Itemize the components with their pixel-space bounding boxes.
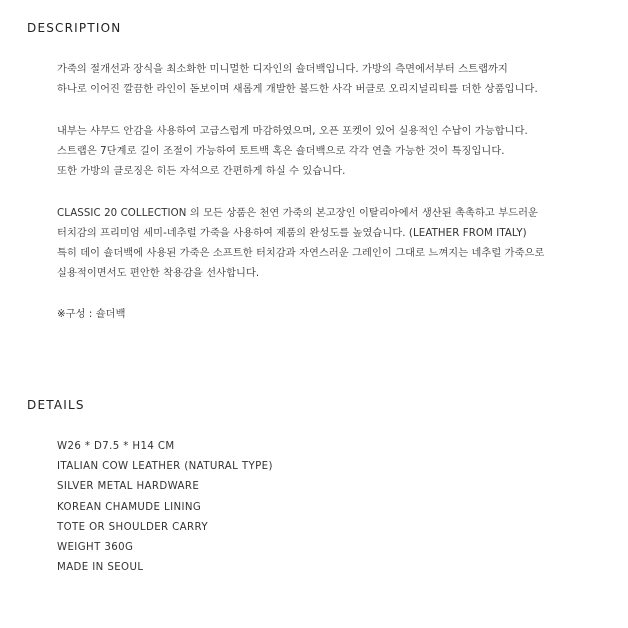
description-line: 특히 데이 숄더백에 사용된 가죽은 소프트한 터치감과 자연스러운 그레인이 그대로 느껴지는 네추럴 가죽으로 xyxy=(57,248,545,259)
description-line: ※구성 : 숄더백 xyxy=(57,309,126,320)
description-line: 실용적이면서도 편안한 착용감을 선사합니다. xyxy=(57,268,260,279)
description-line: CLASSIC 20 COLLECTION 의 모든 상품은 천연 가죽의 본고장인 이탈리아에서 생산된 촉촉하고 부드러운 xyxy=(57,208,538,219)
description-heading: DESCRIPTION xyxy=(27,21,122,35)
description-paragraph-design xyxy=(57,60,617,100)
details-item-weight: WEIGHT 360G xyxy=(57,541,134,553)
description-line: 터치감의 프리미엄 세미-네추럴 가죽을 사용하여 제품의 완성도를 높였습니다. (LEATHER FROM ITALY) xyxy=(57,228,527,239)
details-heading: DETAILS xyxy=(27,398,85,412)
details-item-dimensions: W26 * D7.5 * H14 CM xyxy=(57,441,175,452)
description-line: 스트랩은 7단계로 길이 조절이 가능하여 토트백 혹은 숄더백으로 각각 연출 가능한 것이 특징입니다. xyxy=(57,146,505,157)
description-line: 가죽의 절개선과 장식을 최소화한 미니멀한 디자인의 숄더백입니다. 가방의 측면에서부터 스트랩까지 xyxy=(57,64,508,75)
description-line: 하나로 이어진 깔끔한 라인이 돋보이며 새롭게 개발한 볼드한 사각 버클로 오리지널리티를 더한 상품입니다. xyxy=(57,84,538,95)
description-line: 또한 가방의 클로징은 히든 자석으로 간편하게 하실 수 있습니다. xyxy=(57,166,346,177)
details-item-hardware: SILVER METAL HARDWARE xyxy=(57,481,200,493)
description-paragraph-interior xyxy=(57,122,617,182)
details-item-lining: KOREAN CHAMUDE LINING xyxy=(57,501,202,513)
description-paragraph-components xyxy=(57,305,617,325)
description-paragraph-leather xyxy=(57,204,617,284)
details-list xyxy=(57,437,273,578)
description-line: 내부는 샤무드 안감을 사용하여 고급스럽게 마감하였으며, 오픈 포켓이 있어 실용적인 수납이 가능합니다. xyxy=(57,126,528,137)
details-item-material: ITALIAN COW LEATHER (NATURAL TYPE) xyxy=(57,461,273,473)
details-item-carry: TOTE OR SHOULDER CARRY xyxy=(57,521,208,533)
details-item-origin: MADE IN SEOUL xyxy=(57,562,144,574)
